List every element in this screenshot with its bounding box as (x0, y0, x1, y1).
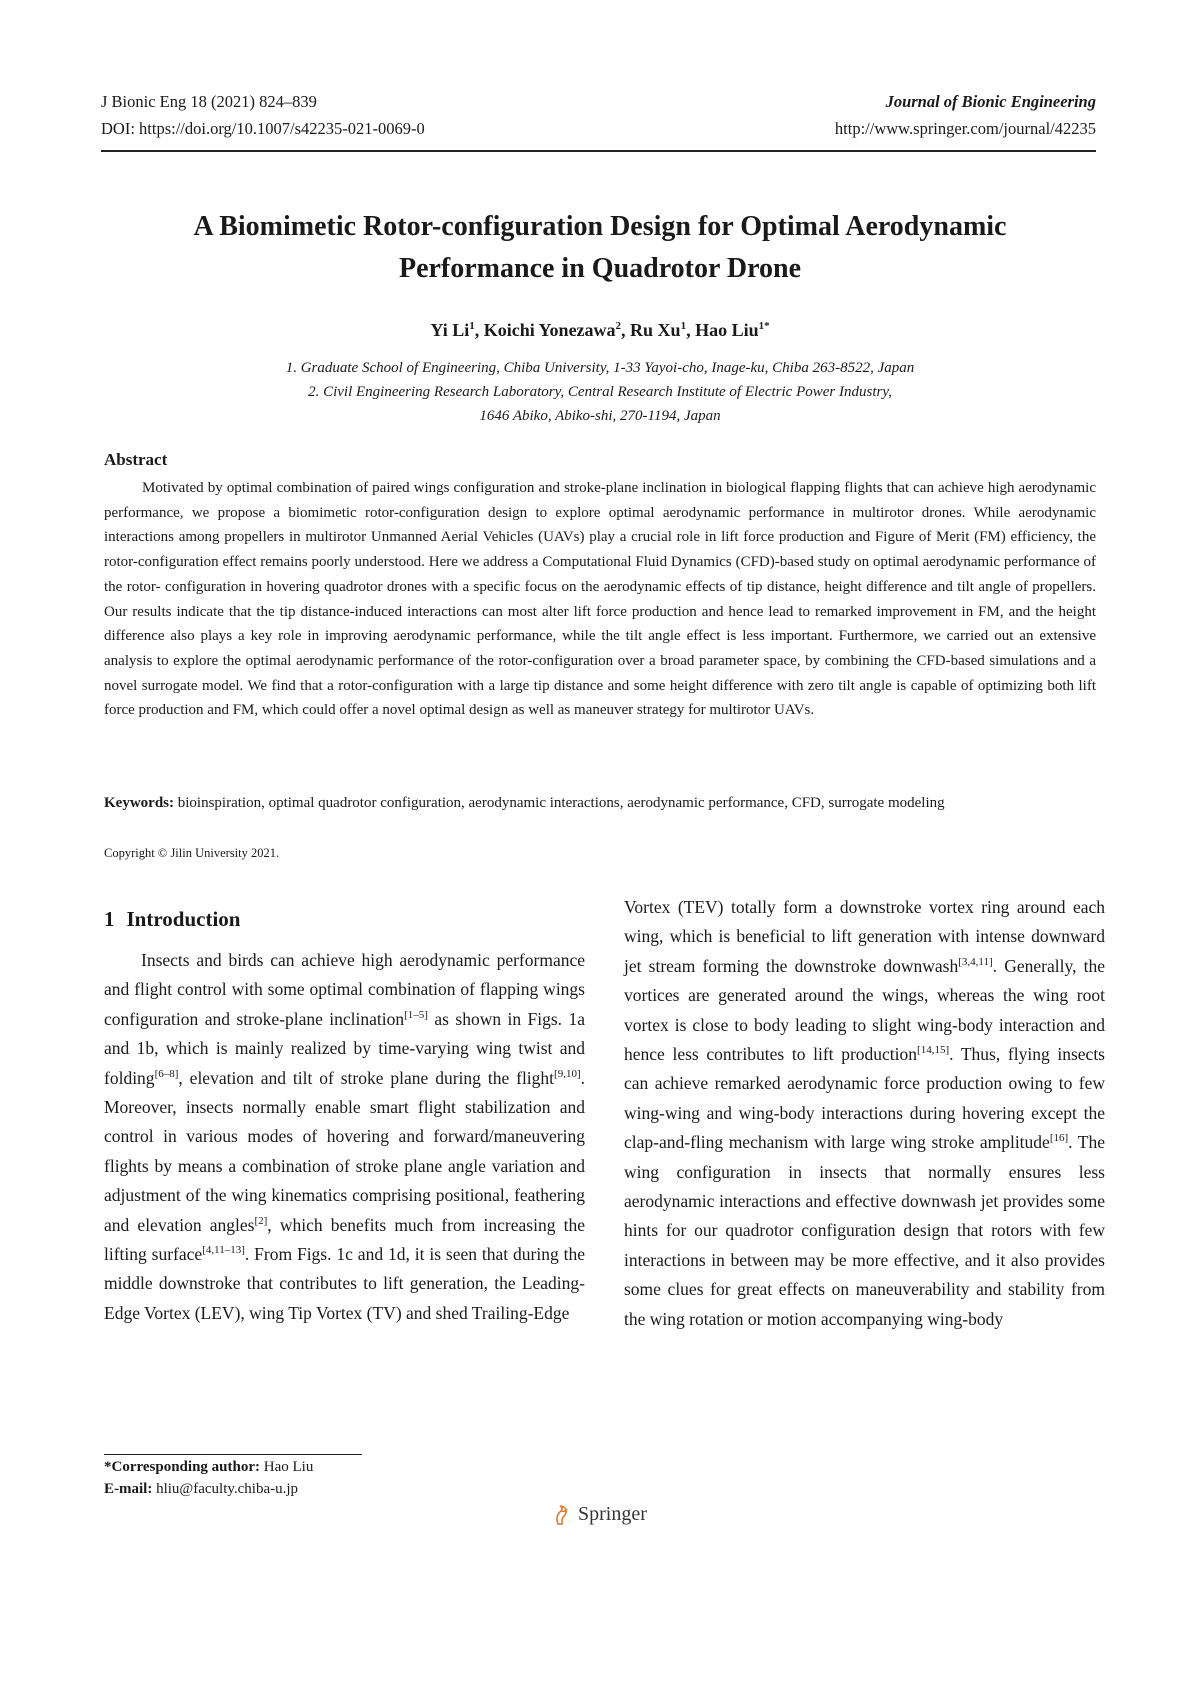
publisher-logo (552, 1503, 647, 1526)
title-line-2: Performance in Quadrotor Drone (398, 253, 802, 284)
keywords-text: bioinspiration, optimal quadrotor configuration, aerodynamic interactions, aerodynamic performance, CFD, surrogate modeling (177, 795, 945, 811)
affiliation-1: 1. Graduate School of Engineering, Chiba University, 1-33 Yayoi-cho, Inage-ku, Chiba 263-8522, Japan (285, 360, 915, 376)
citation-ref[interactable]: [9,10] (554, 1067, 581, 1080)
citation-ref[interactable]: [6–8] (154, 1067, 179, 1080)
body-text: . From Figs. 1c and 1d, it is seen that during the middle downstroke that contributes to lift generation, the Leading-Edge Vortex (LEV), wing Tip Vortex (TV) and shed Trailing-Edge (104, 1244, 586, 1323)
body-text: . The wing configuration in insects that normally ensures less aerodynamic interactions and effective downwash jet provides some hints for our quadrotor configuration design that rotors with few interactions in between may be more effective, and it also provides some clues for great effects on maneuverability and stability from the wing rotation or motion accompanying wing-body (624, 1132, 1105, 1329)
footnote: *Corresponding author: Hao Liu E-mail: hliu@faculty.chiba-u.jp (104, 1459, 314, 1497)
author: Koichi Yonezawa (483, 320, 616, 340)
affiliation-2: 2. Civil Engineering Research Laboratory, Central Research Institute of Electric Power Industry, (308, 384, 892, 400)
citation: J Bionic Eng 18 (2021) 824–839 (101, 92, 317, 111)
copyright: Copyright © Jilin University 2021. (104, 846, 280, 860)
keywords-label: Keywords: (104, 795, 174, 811)
keywords (104, 790, 1096, 816)
author: Yi Li (430, 320, 470, 340)
author-list: Yi Li$^1$, Koichi Yonezawa$^2$, Ru Xu$^1$, Hao Liu$^{1*}$ (430, 320, 770, 340)
footnote-rule (104, 1454, 362, 1455)
citation-ref[interactable]: [2] (254, 1214, 268, 1227)
body-column-left (104, 946, 585, 1328)
doi-link[interactable]: DOI: https://doi.org/10.1007/s42235-021-0069-0 (101, 119, 425, 138)
body-text: as shown in Figs. 1a and 1b, which is mainly realized by time-varying wing twist and folding (104, 1008, 585, 1088)
springer-horse-icon (552, 1504, 572, 1526)
corresponding-author: Hao Liu (263, 1459, 314, 1475)
journal-name: Journal of Bionic Engineering (885, 92, 1096, 111)
abstract-text: Motivated by optimal combination of paired wings configuration and stroke-plane inclination in biological flapping flights that can achieve high aerodynamic performance, we propose a biomimetic rotor-configuration design to explore optimal aerodynamic performance in multirotor drones. While aerodynamic interactions among propellers in multirotor Unmanned Aerial Vehicles (UAVs) play a crucial role in lift force production and Figure of Merit (FM) efficiency, the rotor-configuration effect remains poorly understood. Here we address a Computational Fluid Dynamics (CFD)-based study on optimal aerodynamic performance of the rotor- configuration in hovering quadrotor drones with a specific focus on the aerodynamic effects of tip distance, height difference and tilt angle of propellers. Our results indicate that the tip distance-induced interactions can most alter lift force production and hence lead to remarked improvement in FM, and the height difference also plays a key role in improving aerodynamic performance, while the tilt angle effect is less important. Furthermore, we carried out an extensive analysis to explore the optimal aerodynamic performance of the rotor-configuration over a broad parameter space, by combining the CFD-based simulations and a novel surrogate model. We find that a rotor-configuration with a large tip distance and some height difference with zero tilt angle is capable of optimizing both lift force production and FM, which could offer a novel optimal design as well as maneuver strategy for multirotor UAVs. (104, 480, 1096, 719)
affiliations (100, 356, 1100, 428)
author: Hao Liu (695, 320, 759, 340)
citation-ref[interactable]: [1–5] (404, 1008, 428, 1021)
abstract-heading: Abstract (104, 450, 168, 469)
title-line-1: A Biomimetic Rotor-configuration Design for Optimal Aerodynamic (193, 211, 1007, 242)
section-heading: 1 Introduction (104, 907, 241, 931)
journal-url[interactable]: http://www.springer.com/journal/42235 (834, 119, 1096, 138)
body-column-right (624, 893, 1105, 1334)
body-text: , which benefits much from increasing the lifting surface (104, 1214, 585, 1265)
body-text: Vortex (TEV) totally form a downstroke vortex ring around each wing, which is beneficial to lift generation with intense downward jet stream forming the downstroke downwash (624, 897, 1105, 976)
citation-ref[interactable]: [3,4,11] (958, 955, 993, 968)
running-header (101, 88, 1096, 142)
header-rule (101, 150, 1096, 152)
publisher-name: Springer (578, 1503, 647, 1525)
body-paragraph (624, 893, 1105, 1334)
affiliation-2-address: 1646 Abiko, Abiko-shi, 270-1194, Japan (479, 408, 721, 424)
paper-title (100, 206, 1100, 290)
citation-ref[interactable]: [16] (1049, 1132, 1069, 1145)
citation-ref[interactable]: [14,15] (917, 1044, 950, 1057)
email-link[interactable]: hliu@faculty.chiba-u.jp (156, 1481, 299, 1497)
body-text: , elevation and tilt of stroke plane during the flight (178, 1067, 555, 1088)
citation-ref[interactable]: [4,11–13] (202, 1244, 245, 1257)
author: Ru Xu (630, 320, 681, 340)
body-text: Insects and birds can achieve high aerodynamic performance and flight control with some optimal combination of flapping wings configuration and stroke-plane inclination (104, 950, 585, 1029)
body-text: . Moreover, insects normally enable smart flight stabilization and control in various modes of hovering and forward/maneuvering flights by means a combination of stroke plane angle variation and adjustment of the wing kinematics comprising positional, feathering and elevation angles (104, 1067, 585, 1235)
body-paragraph (104, 946, 585, 1328)
body-text: . Generally, the vortices are generated around the wings, whereas the wing root vortex is close to body leading to slight wing-body interaction and hence less contributes to lift production (624, 955, 1105, 1065)
body-text: . Thus, flying insects can achieve remarked aerodynamic force production owing to few wing-wing and wing-body interactions during hovering except the clap-and-fling mechanism with large wing stroke amplitude (624, 1044, 1105, 1153)
